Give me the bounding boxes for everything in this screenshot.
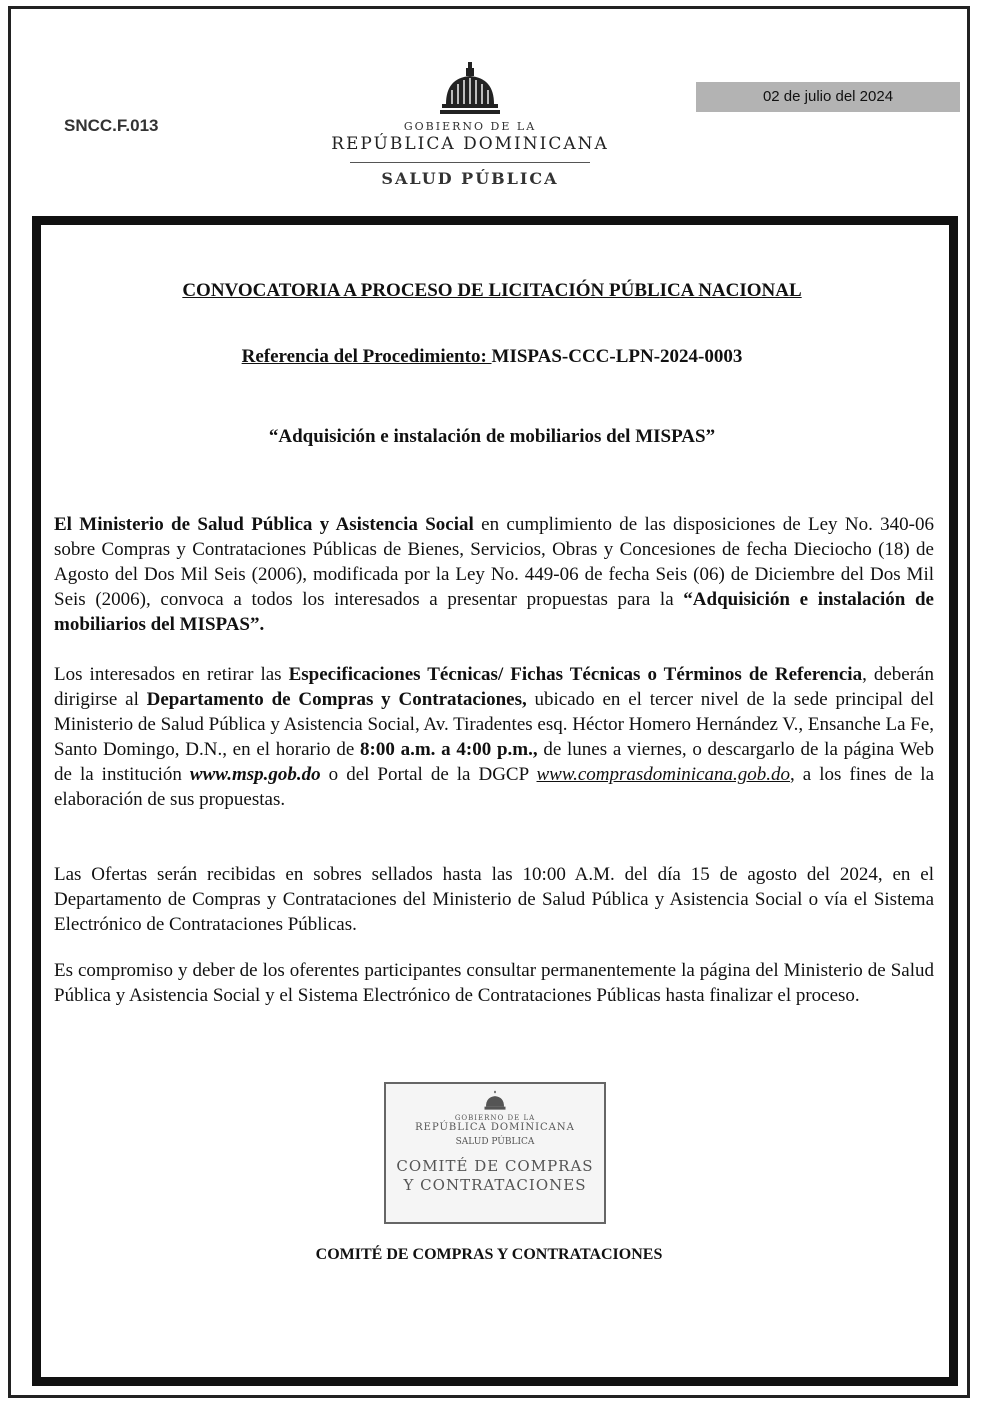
paragraph-3: Las Ofertas serán recibidas en sobres sellados hasta las 10:00 A.M. del día 15 de agosto del 2024, en el Departamento de Compras y Contrataciones del Ministerio de Salud Pública y Asistencia Social o vía el Sistema Electrónico de Contrataciones Públicas.: [54, 864, 934, 935]
procurement-subject: “Adquisición e instalación de mobiliarios del MISPAS”: [268, 426, 716, 447]
paragraph-1: [54, 512, 934, 637]
document-date: 02 de julio del 2024: [696, 82, 960, 112]
stamp-line-2: REPÚBLICA DOMINICANA: [415, 1122, 575, 1133]
p2-text-4: de lunes a viernes, o descargarlo de la página Web de la institución: [54, 739, 934, 785]
p2-bold-hours: 8:00 a.m. a 4:00 p.m.,: [360, 739, 538, 760]
stamp-line-5: Y CONTRATACIONES: [403, 1176, 587, 1194]
stamp-dome-icon: [483, 1090, 507, 1112]
government-logo: [330, 60, 610, 188]
dgcp-portal-link[interactable]: www.comprasdominicana.gob.do: [536, 764, 791, 785]
reference-label: Referencia del Procedimiento:: [241, 346, 492, 367]
reference-code: MISPAS-CCC-LPN-2024-0003: [491, 346, 743, 367]
logo-divider: [350, 162, 590, 163]
p2-text-5: o del Portal de la DGCP: [320, 764, 537, 785]
form-code: SNCC.F.013: [64, 116, 159, 135]
paragraph-1-text: en cumplimiento de las disposiciones de Ley No. 340-06 sobre Compras y Contrataciones Públicas de Bienes, Servicios, Obras y Concesiones de fecha Dieciocho (18) de Agosto del Dos Mil Seis (2006), modificada por la Ley No. 449-06 de fecha Seis (06) de Diciembre del Dos Mil Seis (2006), convoca a todos los interesados a presentar propuestas para la: [54, 514, 935, 610]
committee-stamp: [384, 1082, 606, 1224]
logo-line-2: REPÚBLICA DOMINICANA: [331, 134, 609, 154]
p2-bold-department: Departamento de Compras y Contrataciones,: [146, 689, 527, 710]
document-title: [0, 280, 984, 302]
paragraph-1-subject: “Adquisición e instalación de mobiliarios del MISPAS”.: [54, 589, 934, 635]
p2-text-6: , a los fines de la elaboración de sus propuestas.: [54, 764, 935, 810]
signature-label: COMITÉ DE COMPRAS Y CONTRATACIONES: [315, 1246, 663, 1263]
document-title-text: CONVOCATORIA A PROCESO DE LICITACIÓN PÚBLICA NACIONAL: [182, 280, 802, 301]
stamp-line-3: SALUD PÚBLICA: [455, 1137, 535, 1147]
paragraph-2: [54, 662, 934, 812]
p2-text-1: Los interesados en retirar las: [54, 664, 289, 685]
logo-line-3: SALUD PÚBLICA: [381, 169, 559, 188]
stamp-line-4: COMITÉ DE COMPRAS: [396, 1157, 594, 1175]
dome-emblem-icon: [438, 60, 502, 118]
ministry-name: El Ministerio de Salud Pública y Asistencia Social: [54, 514, 474, 535]
p2-text-3: ubicado en el tercer nivel de la sede principal del Ministerio de Salud Pública y Asistencia Social, Av. Tiradentes esq. Héctor Homero Hernández V., Ensanche La Fe, Santo Domingo, D.N., en el horario de: [54, 689, 934, 760]
procedure-reference: [0, 346, 984, 368]
paragraph-4: Es compromiso y deber de los oferentes participantes consultar permanentemente la página del Ministerio de Salud Pública y Asistencia Social y el Sistema Electrónico de Contrataciones Públicas hasta finalizar el proceso.: [54, 960, 934, 1006]
logo-line-1: GOBIERNO DE LA: [403, 120, 537, 133]
msp-website-link[interactable]: www.msp.gob.do: [189, 764, 321, 785]
p2-text-2: , deberán dirigirse al: [54, 664, 934, 710]
p2-bold-specs: Especificaciones Técnicas/ Fichas Técnicas o Términos de Referencia: [288, 664, 863, 685]
stamp-line-1: GOBIERNO DE LA: [454, 1114, 536, 1122]
